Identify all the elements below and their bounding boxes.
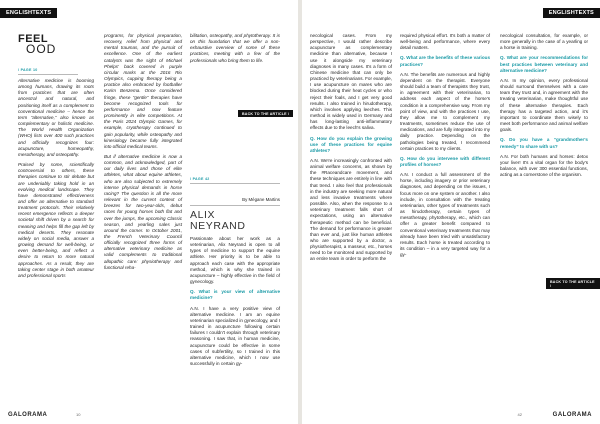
right-page — [302, 0, 600, 424]
answer: A.N. I have a very positive view of alternative medicine. I am an equine veterinarian specialized in gynecology, and I trained in acupuncture following certain failures I couldn't explain through veterinary reasoning. I saw that, in human medicine, acupuncture could be effective in some cases of subfertility, so I trained in this alternative medicine, which I now use successfully in certain gy- — [190, 305, 280, 366]
interviewee-last-name: NEYRAND — [190, 220, 246, 232]
back-to-article-button[interactable]: BACK TO THE ARTICLE \ — [238, 110, 293, 117]
answer: A.N. I conduct a full assessment of the horse, including imagery or prior veterinary diagnoses, and depending on the issues, I focus more on one system or another. I also include, in consultation with the treating veterinarian, other types of treatments such as hirudotherapy, certain types of mesotherapy, phytotherapy, etc., which can offer a greater benefit compared to conventional veterinary treatments that may already have been tried with unsatisfactory results. Each horse is treated according to its condition – in a very targeted way for a gy- — [400, 172, 490, 258]
divider — [190, 183, 280, 184]
answer: A.N. The benefits are numerous and highly dependent on the therapist. Everyone should build a team of therapists they trust, in agreement with their veterinarian, to address each aspect of the horse's condition in a comprehensive way. From my point of view, and with the practices I use, they allow me to complement my treatments, sometimes reduce the use of medications, and are fully integrated into my daily practice. Depending on the pathologies being treated, I recommend certain practices to my clients. — [400, 71, 490, 151]
paragraph: bilitation, osteopathy, and phytotherapy. It is on this foundation that we offer a non-exhaustive overview of some of these practices, meeting with a few of the professionals who bring them to life. — [190, 33, 280, 63]
question: Q. How do you explain the growing use of these practices for equine athletes? — [310, 135, 392, 153]
left-page — [0, 0, 298, 424]
brand-footer-left: GALORAMA — [8, 412, 48, 418]
answer: A.N. In my opinion, every professional should surround themselves with a care team they trust and, in agreement with the treating veterinarian, make thoughtful use of these alternative therapies. Each therapy has a targeted action, and it's important to coordinate them wisely to meet both performance and animal welfare goals. — [500, 77, 588, 133]
divider — [18, 74, 78, 75]
divider — [190, 205, 280, 206]
article-column-3 — [190, 33, 280, 68]
question: Q. What is your view of alternative medicine? — [190, 289, 280, 301]
page-reference-label: \ PAGE 10 — [18, 68, 38, 72]
question: Q. How do you intervene with different profiles of horses? — [400, 155, 490, 167]
question: Q. What are your recommendations for best practices between veterinary and alternative medicine? — [500, 55, 588, 73]
question: Q. What are the benefits of these various practices? — [400, 55, 490, 67]
paragraph: required physical effort. It's both a matter of well-being and performance, where every detail matters. — [400, 33, 490, 51]
page-number-left: 10 — [76, 412, 81, 417]
interviewee-name — [190, 210, 246, 232]
paragraph: necological cases. From my perspective, I would rather describe acupuncture as complementary medicine than alternative, because I use it alongside my veterinary diagnoses in many cases. It's a form of Chinese medicine that can only be practiced by veterinarians. For example, I use acupuncture on mares who are blocked during their heat cycles or who reject their foals, and I get very good results. I also trained in hirudotherapy, which involves applying leeches. This method is widely used in Germany and has long-lasting anti-inflammatory effects due to the leech's saliva. — [310, 33, 392, 131]
section-tab-left: ENGLISHTEXTS — [0, 8, 57, 18]
paragraph: necological consultation, for example, or more generally in the case of a yearling or a horse in training. — [500, 33, 588, 51]
interview-column-4 — [500, 33, 588, 182]
answer: A.N. For both humans and horses: detox your liver! It's a vital organ for the body's balance, with over 300 essential functions, acting as a cornerstone of the organism. — [500, 153, 588, 178]
interview-column-1 — [190, 236, 280, 371]
interview-column-3 — [400, 33, 490, 262]
paragraph: programs, for physical preparation, recovery, relief from physical and mental traumas, and the pursuit of excellence. One of the earliest catalysts was the sight of Michael Phelps' back covered in purple circular marks at the 2016 Rio Olympics, cupping therapy being a practice also embraced by footballer Karim Benzema. Once considered fringe, these “gentle” therapies have become recognized tools for performance and now feature prominently in elite competitions. At the Paris 2024 Olympic Games, for example, cryotherapy continued to gain popularity, while osteopathy and kinesiology became fully integrated into official medical teams. — [104, 33, 182, 149]
article-title — [18, 34, 56, 54]
paragraph: Alternative medicine is booming among humans, drawing its roots from practices that are often ancestral and natural, and positioning itself as a complement to conventional medicine – hence the term “alternative,” also known as complementary or holistic medicine. The World Health Organization (WHO) lists over 400 such practices and officially recognizes four: acupuncture, homeopathy, mesotherapy, and osteopathy. — [18, 78, 94, 157]
paragraph: But if alternative medicine is now a common, and acknowledged, part of our daily lives and those of elite athletes, what about equine athletes, who are also subjected to extremely intense physical demands in horse racing? The question is all the more relevant in the current context of breezes for two-year-olds, debut races for young horses both flat and over the jumps, the upcoming Classic season, and yearling sales just around the corner. In October 2001, the French Veterinary Council officially recognized three forms of alternative veterinary medicine as valid complements to traditional allopathic care: physiotherapy and functional reha- — [104, 153, 182, 270]
paragraph: Praised by some, scientifically controversial to others, these therapies continue to stir debate but are undeniably taking hold in an evolving medical landscape. They have demonstrated effectiveness and offer an alternative to standard treatment protocols. Their relatively recent emergence reflects a deeper societal shift driven by a search for meaning and helps fill the gap left by medical deserts. They resonate widely on social media, answer a growing demand for well-being, or even better-being, and reflect a desire to return to more natural approaches. As a result, they are taking center stage in both amateur and professional sports — [18, 162, 94, 278]
title-line-1: FEEL — [18, 33, 49, 45]
back-to-article-button[interactable]: BACK TO THE ARTICLE \ — [546, 278, 600, 289]
interviewee-first-name: ALIX — [190, 209, 216, 221]
section-tab-right: ENGLISHTEXTS — [543, 8, 600, 18]
article-column-1 — [18, 78, 94, 283]
intro-paragraph: Passionate about her work as a veterinarian, Alix Neyrand is open to all types of medicine to support the equine athlete. Her priority is to be able to approach each case with the appropriate method, which is why she trained in acupuncture – highly effective in the field of gynecology. — [190, 236, 280, 285]
byline: By Mégane Martins — [242, 197, 280, 202]
article-column-2 — [104, 33, 182, 275]
title-line-2: OOD — [26, 42, 57, 56]
question: Q. Do you have a “grandmother's remedy” to share with us? — [500, 137, 588, 149]
page-reference-label: \ PAGE 42 — [190, 177, 210, 181]
interview-column-2 — [310, 33, 392, 267]
brand-footer-right: GALORAMA — [552, 412, 592, 418]
page-number-right: 42 — [517, 412, 522, 417]
answer: A.N. We're increasingly confronted with animal welfare concerns, as shown by the #Raceandcare movement, and these techniques are entirely in line with that trend. I also feel that professionals in the industry are seeking more natural and less invasive treatments where possible. Also, when the response to a veterinary treatment falls short of expectations, using an alternative therapeutic method can be beneficial. The demand for performance is greater than ever and, just like human athletes who are supported by a doctor, a physiotherapist, a masseur, etc., horses need to be monitored and supported by an entire team in order to perform the — [310, 157, 392, 262]
